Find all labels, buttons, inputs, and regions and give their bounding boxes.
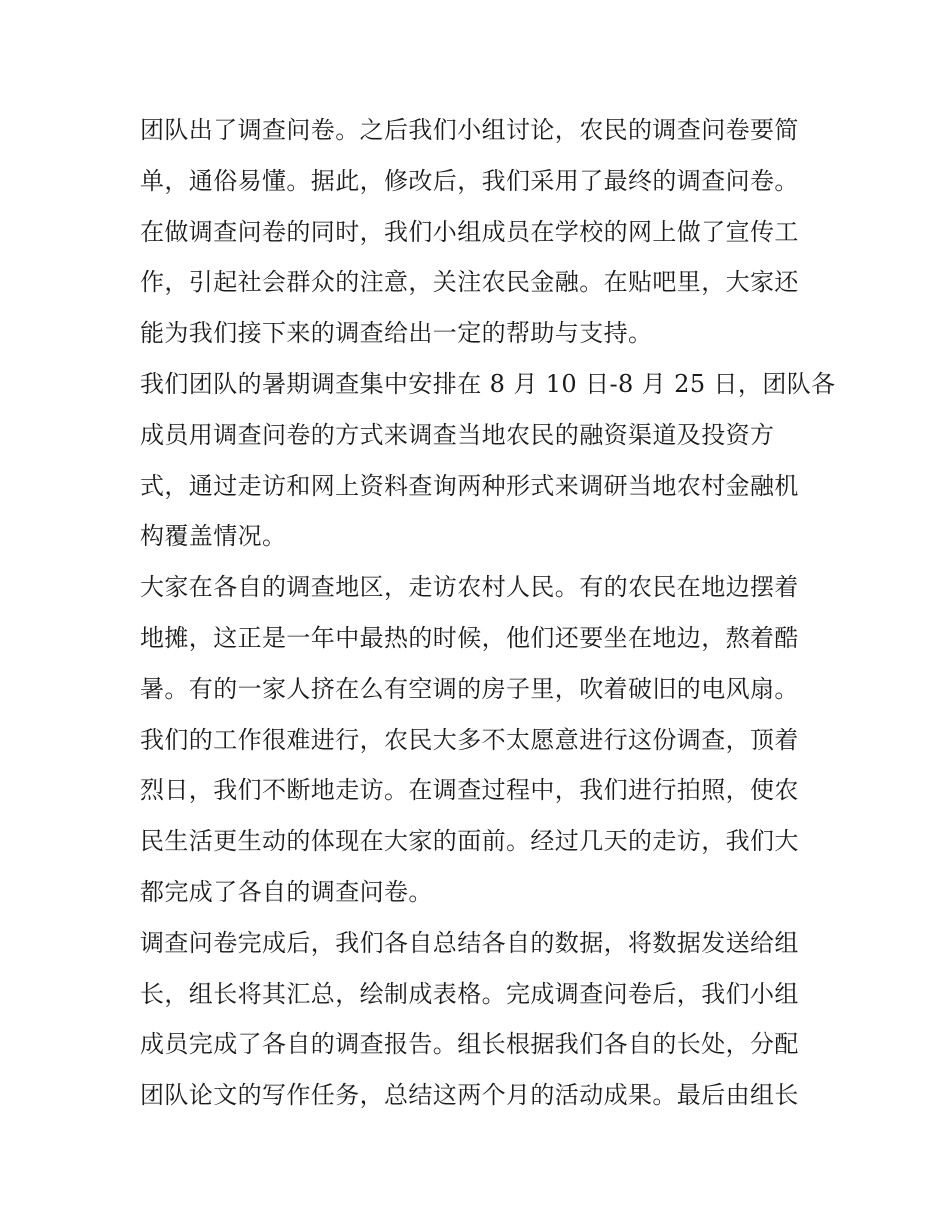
document-body <box>140 105 836 1121</box>
paragraph-4 <box>140 918 815 1121</box>
paragraph-3 <box>140 562 815 918</box>
text-line: 暑。有的一家人挤在么有空调的房子里，吹着破旧的电风扇。 <box>140 674 799 703</box>
text-line: 能为我们接下来的调查给出一定的帮助与支持。 <box>140 319 653 348</box>
text-line: 烈日，我们不断地走访。在调查过程中，我们进行拍照，使农 <box>140 776 799 805</box>
text-line: 成员完成了各自的调查报告。组长根据我们各自的长处，分配 <box>140 1030 799 1059</box>
text-line: 团队论文的写作任务，总结这两个月的活动成果。最后由组长 <box>140 1081 799 1110</box>
text-line: 式，通过走访和网上资料查询两种形式来调研当地农村金融机 <box>140 471 799 500</box>
text-line: 团队出了调查问卷。之后我们小组讨论，农民的调查问卷要简 <box>140 116 799 144</box>
text-line: 我们团队的暑期调查集中安排在 8 月 10 日-8 月 25 日，团队各 <box>140 369 836 398</box>
text-line: 我们的工作很难进行，农民大多不太愿意进行这份调查，顶着 <box>140 725 799 754</box>
text-line: 民生活更生动的体现在大家的面前。经过几天的走访，我们大 <box>140 827 799 856</box>
text-line: 大家在各自的调查地区，走访农村人民。有的农民在地边摆着 <box>140 573 799 602</box>
text-line: 地摊，这正是一年中最热的时候，他们还要坐在地边，熬着酷 <box>140 623 799 652</box>
text-line: 在做调查问卷的同时，我们小组成员在学校的网上做了宣传工 <box>140 217 799 246</box>
text-line: 单，通俗易懂。据此，修改后，我们采用了最终的调查问卷。 <box>140 166 799 195</box>
text-line: 都完成了各自的调查问卷。 <box>140 877 433 906</box>
paragraph-2 <box>140 359 836 562</box>
text-line: 调查问卷完成后，我们各自总结各自的数据，将数据发送给组 <box>140 928 799 957</box>
text-line: 构覆盖情况。 <box>140 522 287 551</box>
text-line: 作，引起社会群众的注意，关注农民金融。在贴吧里，大家还 <box>140 268 799 297</box>
text-line: 成员用调查问卷的方式来调查当地农民的融资渠道及投资方 <box>140 420 775 449</box>
text-line: 长，组长将其汇总，绘制成表格。完成调查问卷后，我们小组 <box>140 979 799 1008</box>
paragraph-1 <box>140 105 815 359</box>
